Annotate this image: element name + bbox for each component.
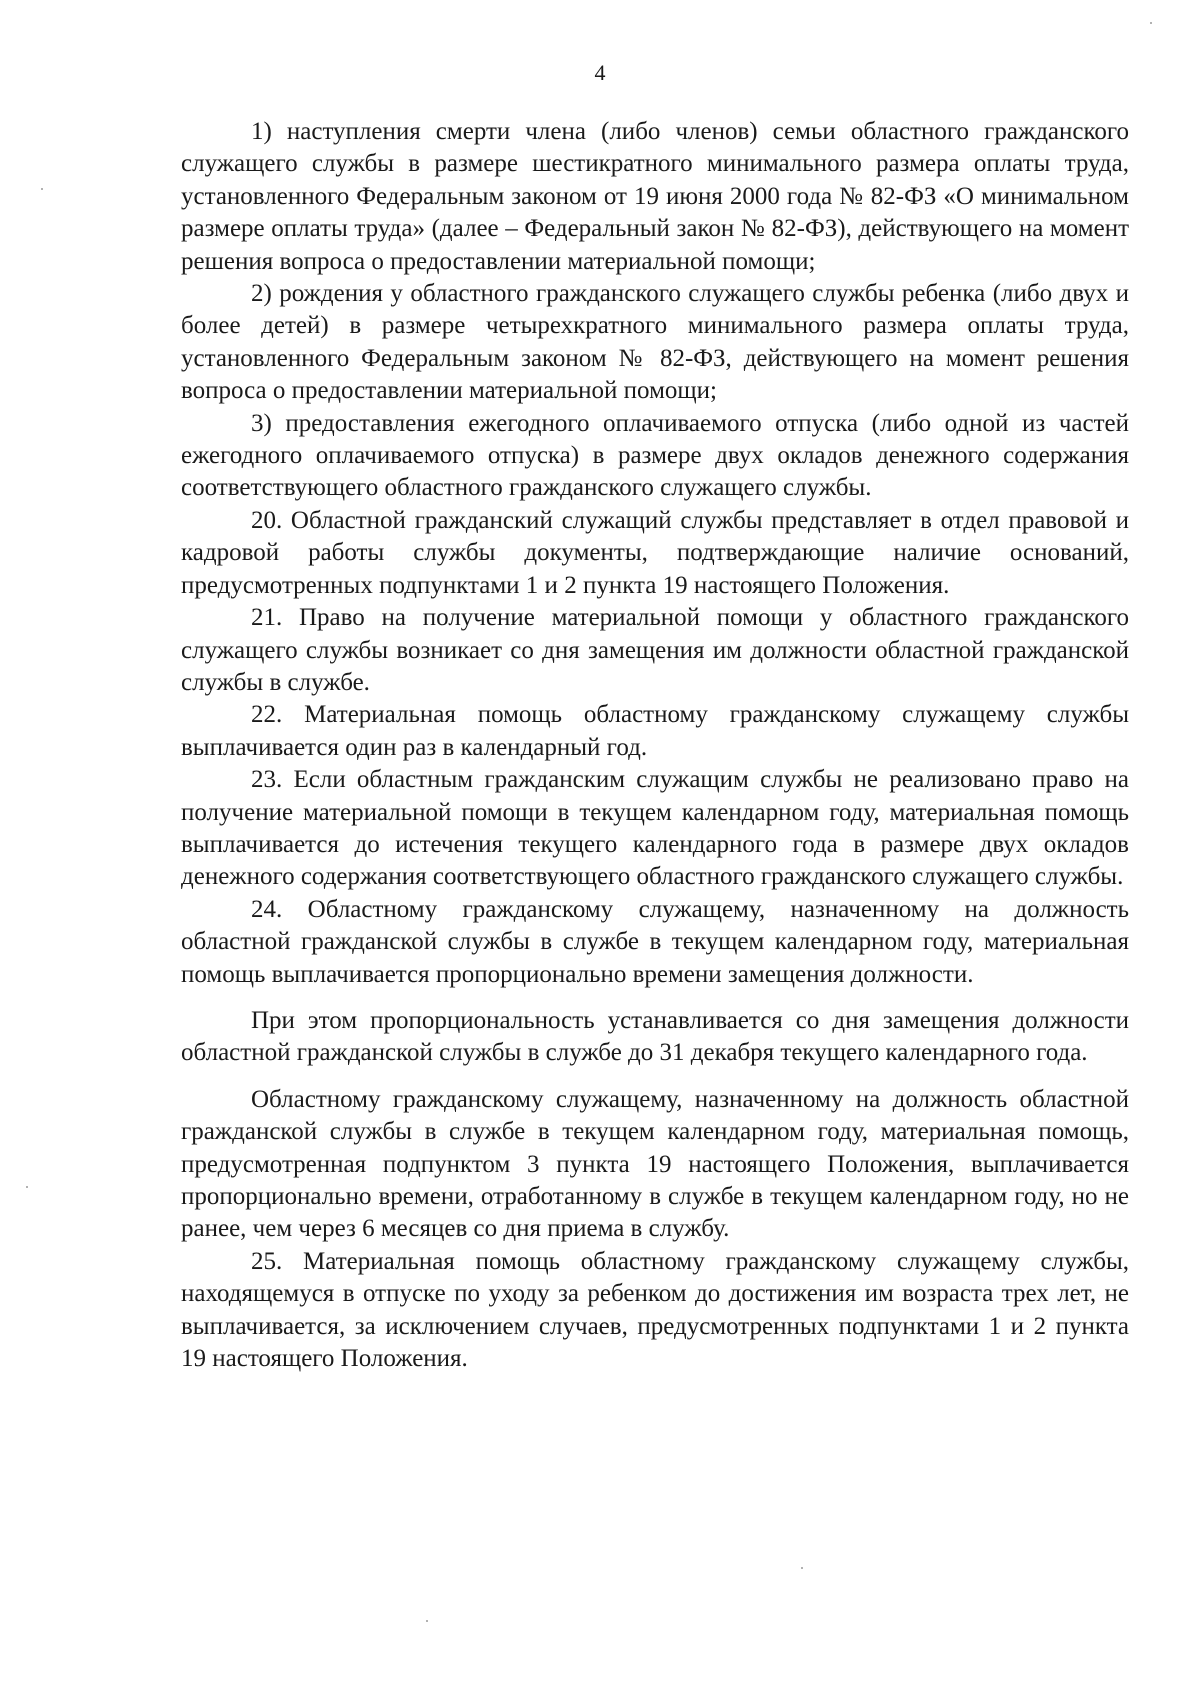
paragraph-item-23: 23. Если областным гражданским служащим службы не реализовано право на получение материальной помощи в текущем календарном году, материальная помощь выплачивается до истечения текущего календарного года в размере двух окладов денежного содержания соответствующего областного гражданского служащего службы. [181,766,1129,891]
paragraph-item-21: 21. Право на получение материальной помощи у областного гражданского служащего службы возникает со дня замещения им должности областной гражданской службы в службе. [181,604,1129,696]
paragraph-item-24-subitem-3: Областному гражданскому служащему, назначенному на должность областной гражданской службы в службе в текущем календарном году, материальная помощь, предусмотренная подпунктом 3 пункта 19 настоящего Положения, выплачивается пропорционально времени, отработанному в службе в текущем календарном году, но не ранее, чем через 6 месяцев со дня приема в службу. [181,1085,1129,1243]
paragraph-item-24: 24. Областному гражданскому служащему, назначенному на должность областной гражданской службы в службе в текущем календарном году, материальная помощь выплачивается пропорционально времени замещения должности. [181,895,1129,988]
scan-speck [801,1567,803,1569]
scan-speck [41,188,43,190]
paragraph-item-20: 20. Областной гражданский служащий службы представляет в отдел правовой и кадровой работы службы документы, подтверждающие наличие оснований, предусмотренных подпунктами 1 и 2 пункта 19 настоящего Положения. [181,506,1129,599]
page-number: 4 [594,60,606,85]
scan-speck [1150,22,1152,24]
scan-speck [426,1620,428,1622]
paragraph-item-24-proportionality: При этом пропорциональность устанавливается со дня замещения должности областной гражданской службы в службе до 31 декабря текущего календарного года. [181,1006,1129,1067]
paragraph-item-22: 22. Материальная помощь областному гражданскому служащему службы выплачивается один раз в календарный год. [181,701,1129,761]
paragraph-subitem-2: 2) рождения у областного гражданского служащего службы ребенка (либо двух и более детей) в размере четырехкратного минимального размера оплаты труда, установленного Федеральным законом № 82-ФЗ, действующего на момент решения вопроса о предоставлении материальной помощи; [181,280,1129,405]
paragraph-subitem-1: 1) наступления смерти члена (либо членов) семьи областного гражданского служащего службы в размере шестикратного минимального размера оплаты труда, установленного Федеральным законом от 19 июня 2000 года № 82-ФЗ «О минимальном размере оплаты труда» (далее – Федеральный закон № 82-ФЗ), действующего на момент решения вопроса о предоставлении материальной помощи; [181,118,1129,275]
scan-speck [26,1186,28,1188]
paragraph-item-25: 25. Материальная помощь областному гражданскому служащему службы, находящемуся в отпуске по уходу за ребенком до достижения им возраста трех лет, не выплачивается, за исключением случаев, предусмотренных подпунктами 1 и 2 пункта 19 настоящего Положения. [181,1247,1129,1373]
paragraph-subitem-3: 3) предоставления ежегодного оплачиваемого отпуска (либо одной из частей ежегодного оплачиваемого отпуска) в размере двух окладов денежного содержания соответствующего областного гражданского служащего службы. [181,409,1129,502]
document-body [181,116,1129,1375]
